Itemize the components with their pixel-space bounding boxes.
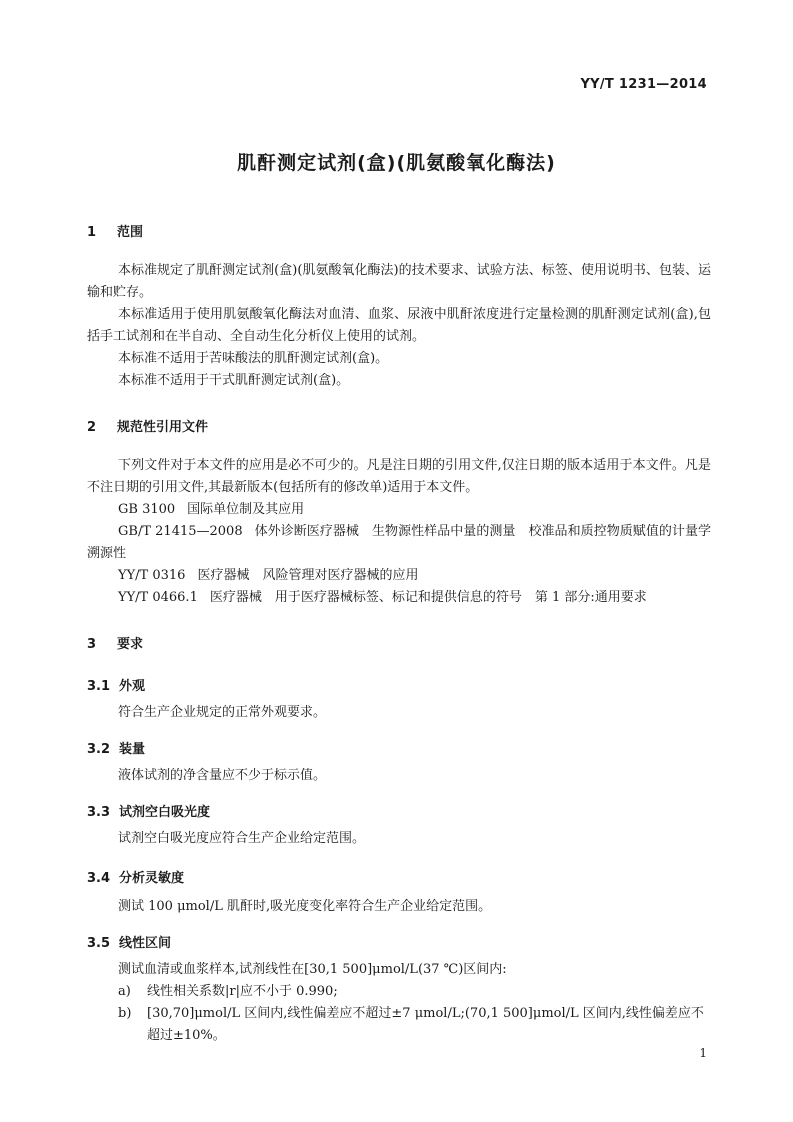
section-title: 要求 [117, 637, 144, 652]
section-title: 范围 [117, 225, 144, 240]
paragraph: 本标准不适用于苦味酸法的肌酐测定试剂(盒)。 [118, 351, 389, 366]
paragraph: 测试血清或血浆样本,试剂线性在[30,1 500]μmol/L(37 ℃)区间内: [118, 962, 507, 977]
list-item [118, 1003, 712, 1047]
list-item [118, 981, 712, 1003]
section-3-2-heading [87, 738, 145, 757]
reference-code: GB 3100 [118, 502, 176, 517]
section-number: 2 [87, 420, 97, 435]
reference-item [118, 565, 418, 587]
reference-item [87, 521, 711, 565]
reference-title: 国际单位制及其应用 [187, 502, 305, 517]
section-3-5-heading [87, 932, 171, 951]
section-number: 3.4 [87, 871, 111, 886]
paragraph: 符合生产企业规定的正常外观要求。 [118, 705, 327, 720]
section-number: 3.5 [87, 936, 111, 951]
reference-item [118, 587, 647, 609]
document-title: 肌酐测定试剂(盒)(肌氨酸氧化酶法) [237, 152, 556, 174]
page-number: 1 [699, 1046, 707, 1060]
list-text: 线性相关系数|r|应不小于 0.990; [147, 984, 338, 999]
list-marker: a) [118, 984, 131, 999]
reference-code: YY/T 0316 [118, 568, 186, 583]
paragraph: 本标准不适用于干式肌酐测定试剂(盒)。 [118, 373, 350, 388]
section-1-heading [87, 221, 143, 240]
reference-item [118, 499, 304, 521]
section-title: 装量 [119, 742, 146, 757]
section-3-4-heading [87, 867, 184, 886]
list-marker: b) [118, 1006, 132, 1021]
section-number: 3.2 [87, 742, 111, 757]
section-title: 规范性引用文件 [117, 420, 209, 435]
reference-code: YY/T 0466.1 [118, 590, 198, 605]
section-title: 分析灵敏度 [119, 871, 185, 886]
paragraph: 测试 100 μmol/L 肌酐时,吸光度变化率符合生产企业给定范围。 [118, 899, 492, 914]
section-title: 外观 [119, 679, 146, 694]
reference-code: GB/T 21415—2008 [118, 524, 243, 539]
reference-title: 医疗器械 用于医疗器械标签、标记和提供信息的符号 第 1 部分:通用要求 [209, 590, 647, 605]
section-2-heading [87, 416, 208, 435]
paragraph: 试剂空白吸光度应符合生产企业给定范围。 [118, 831, 366, 846]
section-number: 1 [87, 225, 97, 240]
standard-code: YY/T 1231—2014 [580, 77, 707, 92]
section-number: 3.3 [87, 805, 111, 820]
section-title: 试剂空白吸光度 [119, 805, 211, 820]
section-3-1-heading [87, 675, 145, 694]
section-title: 线性区间 [119, 936, 172, 951]
reference-title: 体外诊断医疗器械 生物源性样品中量的测量 校准品和质控物质赋值的计量学溯源性 [87, 524, 711, 561]
paragraph: 本标准适用于使用肌氨酸氧化酶法对血清、血浆、尿液中肌酐浓度进行定量检测的肌酐测定试剂(盒),包括手工试剂和在半自动、全自动生化分析仪上使用的试剂。 [87, 307, 711, 344]
section-3-3-heading [87, 801, 210, 820]
paragraph: 液体试剂的净含量应不少于标示值。 [118, 768, 327, 783]
section-number: 3.1 [87, 679, 111, 694]
list-text: [30,70]μmol/L 区间内,线性偏差应不超过±7 μmol/L;(70,1 500]μmol/L 区间内,线性偏差应不超过±10%。 [147, 1006, 704, 1043]
reference-title: 医疗器械 风险管理对医疗器械的应用 [197, 568, 419, 583]
paragraph: 下列文件对于本文件的应用是必不可少的。凡是注日期的引用文件,仅注日期的版本适用于本文件。凡是不注日期的引用文件,其最新版本(包括所有的修改单)适用于本文件。 [87, 458, 711, 495]
paragraph: 本标准规定了肌酐测定试剂(盒)(肌氨酸氧化酶法)的技术要求、试验方法、标签、使用说明书、包装、运输和贮存。 [87, 263, 711, 300]
section-number: 3 [87, 637, 97, 652]
section-3-heading [87, 633, 143, 652]
